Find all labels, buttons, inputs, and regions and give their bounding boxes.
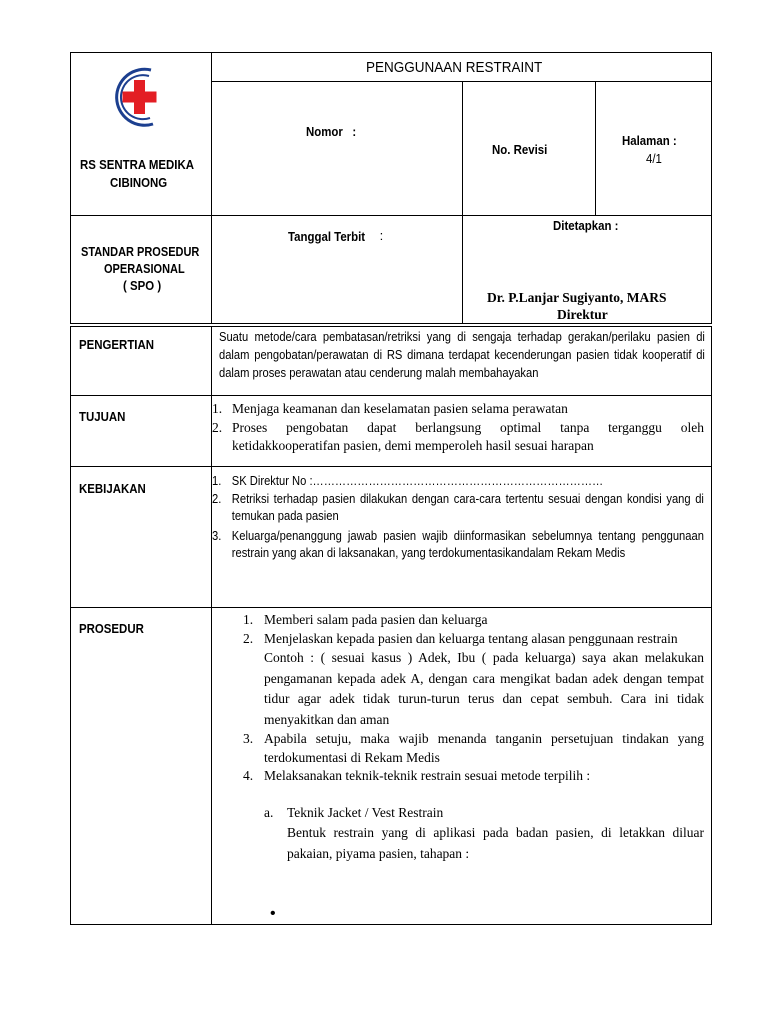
tujuan-text: Menjaga keamanan dan keselamatan pasien selama perawatan <box>232 401 568 416</box>
prosedur-item <box>243 730 704 767</box>
hospital-name-line1: RS SENTRA MEDIKA <box>80 157 194 172</box>
row-divider-pengertian <box>70 395 712 396</box>
prosedur-subitem <box>243 804 704 865</box>
kebijakan-text: Keluarga/penanggung jawab pasien wajib diinformasikan sebelumnya tentang penggunaan restrain yang akan di laksanakan, yang terdokumentasikandalam Rekam Medis <box>231 527 704 560</box>
tujuan-item <box>212 419 704 456</box>
kebijakan-text: Retriksi terhadap pasien dilakukan dengan cara-cara tertentu sesuai dengan kondisi yang di temukan pada pasien <box>231 490 704 523</box>
prosedur-bullet: • <box>270 905 276 922</box>
header-border-right <box>711 52 712 324</box>
tanggal-terbit <box>288 228 384 246</box>
tujuan-list <box>212 400 704 456</box>
header-border-left <box>70 52 71 324</box>
header-border-bottom <box>70 323 712 324</box>
kebijakan-number: 2. <box>212 490 222 506</box>
spo-line2: OPERASIONAL <box>104 262 185 276</box>
kebijakan-label: KEBIJAKAN <box>79 481 146 496</box>
body-border-bottom <box>70 924 712 925</box>
prosedur-number: 3. <box>243 731 254 746</box>
tujuan-number: 1. <box>212 401 223 416</box>
kebijakan-list <box>212 472 704 562</box>
signer-title: Direktur <box>557 307 608 322</box>
body-border-right <box>711 326 712 925</box>
revisi-label: No. Revisi <box>492 142 548 157</box>
ditetapkan-label: Ditetapkan : <box>553 218 619 233</box>
kebijakan-number: 3. <box>212 527 222 543</box>
header-border-bottom-double <box>70 326 712 327</box>
header-divider-nomor <box>462 81 463 324</box>
prosedur-item <box>243 611 704 630</box>
prosedur-number: 2. <box>243 630 254 646</box>
pengertian-label: PENGERTIAN <box>79 337 155 352</box>
tanggal-colon: : <box>376 228 384 243</box>
header-divider-revisi <box>595 81 596 216</box>
prosedur-item <box>243 630 704 731</box>
kebijakan-item <box>212 472 704 490</box>
nomor-label: Nomor : <box>306 124 357 139</box>
spo-line3: ( SPO ) <box>123 278 162 293</box>
kebijakan-item <box>212 490 704 525</box>
halaman-value: 4/1 <box>646 151 662 166</box>
prosedur-sub-text: Bentuk restrain yang di aplikasi pada badan pasien, di letakkan diluar pakaian, piyama pasien, tahapan : <box>287 825 704 861</box>
prosedur-text: Apabila setuju, maka wajib menanda tanganin persetujuan tindakan yang terdokumentasi di Rekam Medis <box>264 731 704 765</box>
kebijakan-item <box>212 527 704 562</box>
kebijakan-text: SK Direktur No :…………………………………………………………………… <box>231 473 604 488</box>
prosedur-label: PROSEDUR <box>79 621 144 636</box>
header-divider-logo <box>211 52 212 324</box>
prosedur-sub-title: Teknik Jacket / Vest Restrain <box>287 804 444 820</box>
row-divider-tujuan <box>70 466 712 467</box>
prosedur-number: 4. <box>243 768 254 783</box>
tujuan-label: TUJUAN <box>79 409 126 424</box>
prosedur-sub-label: a. <box>264 804 274 820</box>
halaman-label: Halaman : <box>622 133 677 148</box>
pengertian-text: Suatu metode/cara pembatasan/retriksi yang di sengaja terhadap gerakan/perilaku pasien di dalam pengobatan/perawatan di RS dimana terdapat kecenderungan pasien tidak kooperatif di dalam proses perawatan atau cenderung malah membahayakan <box>219 329 705 380</box>
signer-name: Dr. P.Lanjar Sugiyanto, MARS <box>487 290 667 305</box>
tujuan-number: 2. <box>212 419 223 435</box>
row-divider-kebijakan <box>70 607 712 608</box>
document-title: PENGGUNAAN RESTRAINT <box>366 59 543 76</box>
prosedur-example: Contoh : ( sesuai kasus ) Adek, Ibu ( pada keluarga) saya akan melakukan pengamanan kepada adek A, dengan cara mengikat badan adek dengan tempat tidur agar adek tidak turun-turun terus dan cepat sembuh. Cara ini tidak menyakitkan dan aman <box>264 650 704 727</box>
spo-line1: STANDAR PROSEDUR <box>81 245 200 259</box>
kebijakan-number: 1. <box>212 473 222 488</box>
prosedur-item <box>243 767 704 786</box>
header-row-divider <box>70 215 712 216</box>
red-cross-logo-icon <box>104 56 176 140</box>
prosedur-number: 1. <box>243 612 254 627</box>
tujuan-item <box>212 400 704 419</box>
prosedur-list <box>243 611 704 864</box>
tujuan-text: Proses pengobatan dapat berlangsung optimal tanpa terganggu oleh ketidakkooperatifan pasien, demi memperoleh hasil sesuai harapan <box>232 419 704 453</box>
prosedur-text: Memberi salam pada pasien dan keluarga <box>264 612 488 627</box>
body-border-left <box>70 326 71 925</box>
prosedur-text: Melaksanakan teknik-teknik restrain sesuai metode terpilih : <box>264 768 591 783</box>
tanggal-label: Tanggal Terbit <box>288 229 366 244</box>
hospital-name-line2: CIBINONG <box>110 175 168 190</box>
prosedur-text: Menjelaskan kepada pasien dan keluarga tentang alasan penggunaan restrain <box>264 630 678 646</box>
header-border-top <box>70 52 712 53</box>
